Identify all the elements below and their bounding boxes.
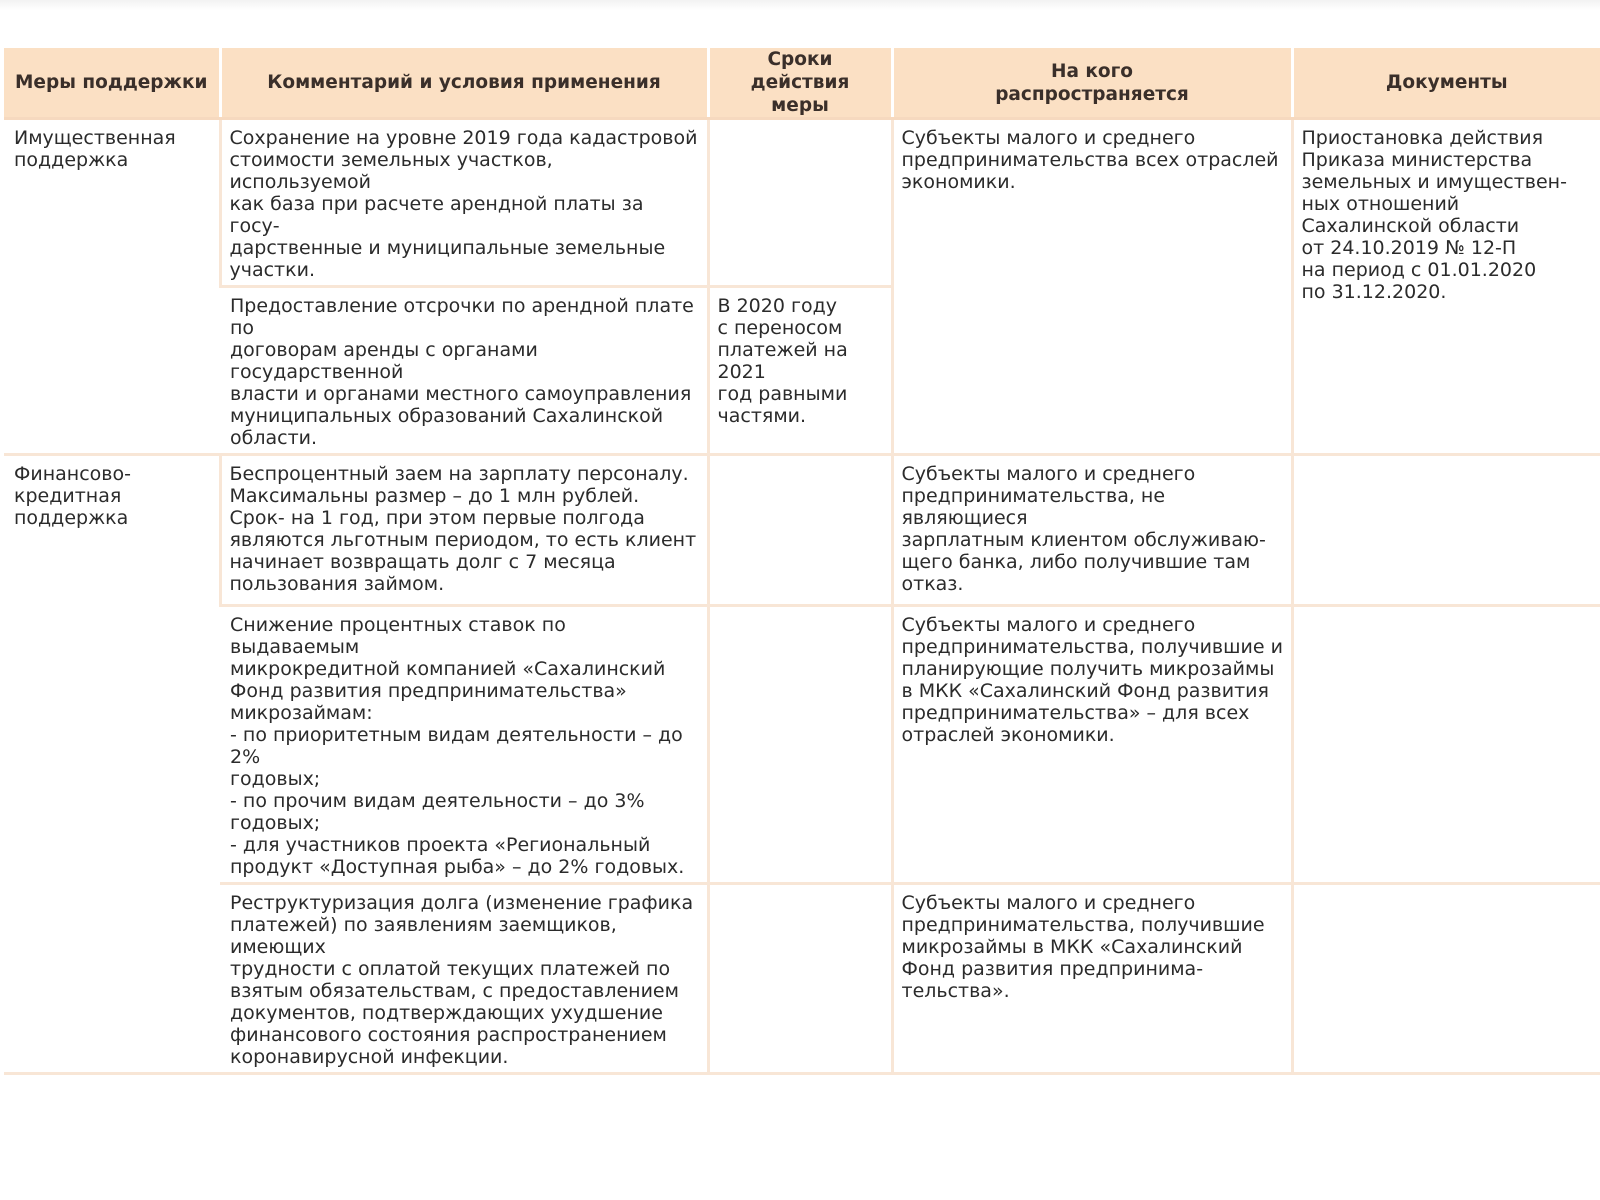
group-finance-support: Финансово- кредитная поддержка	[4, 455, 220, 1074]
row5-whom: Субъекты малого и среднего предпринимательства, получившие микрозаймы в МКК «Сахалинский Фонд развития предпринима- тельства».	[892, 884, 1292, 1074]
row3-comment: Беспроцентный заем на зарплату персоналу. Максимальны размер – до 1 млн рублей. Срок- на 1 год, при этом первые полгода являются льготным периодом, то есть клиент начинает возвращать долг с 7 месяца пользования займом.	[220, 455, 708, 606]
header-measures: Меры поддержки	[4, 48, 220, 119]
row5-terms	[708, 884, 892, 1074]
row4-whom: Субъекты малого и среднего предпринимательства, получившие и планирующие получить микрозаймы в МКК «Сахалинский Фонд развития предпринимательства» – для всех отраслей экономики.	[892, 606, 1292, 884]
row3-whom: Субъекты малого и среднего предпринимательства, не являющиеся зарплатным клиентом обслуживаю- щего банка, либо получившие там отказ.	[892, 455, 1292, 606]
row3-documents	[1292, 455, 1600, 606]
row4-documents	[1292, 606, 1600, 884]
support-measures-table	[4, 48, 1600, 1075]
group-property-support: Имущественная поддержка	[4, 119, 220, 455]
row1-terms	[708, 119, 892, 287]
row5-comment: Реструктуризация долга (изменение графика платежей) по заявлениям заемщиков, имеющих трудности с оплатой текущих платежей по взятым обязательствам, с предоставлением документов, подтверждающих ухудшение финансового состояния распространением коронавирусной инфекции.	[220, 884, 708, 1074]
row1-whom: Субъекты малого и среднего предпринимательства всех отраслей экономики.	[892, 119, 1292, 455]
header-comment: Комментарий и условия применения	[220, 48, 708, 119]
table-body	[4, 119, 1600, 1074]
row2-terms: В 2020 году с переносом платежей на 2021 год равными частями.	[708, 287, 892, 455]
row2-comment: Предоставление отсрочки по арендной плате по договорам аренды с органами государственной власти и органами местного самоуправления муниципальных образований Сахалинской области.	[220, 287, 708, 455]
row4-comment: Снижение процентных ставок по выдаваемым микрокредитной компанией «Сахалинский Фонд развития предпринимательства» микрозаймам: - по приоритетным видам деятельности – до 2% годовых; - по прочим видам деятельности – до 3% годовых; - для участников проекта «Региональный продукт «Доступная рыба» – до 2% годовых.	[220, 606, 708, 884]
header-row	[4, 48, 1600, 119]
row1-comment: Сохранение на уровне 2019 года кадастровой стоимости земельных участков, используемой как база при расчете арендной платы за госу- дарственные и муниципальные земельные участки.	[220, 119, 708, 287]
row1-documents: Приостановка действия Приказа министерства земельных и имуществен- ных отношений Сахалинской области от 24.10.2019 № 12-П на период с 01.01.2020 по 31.12.2020.	[1292, 119, 1600, 455]
table-row	[4, 884, 1600, 1074]
row5-documents	[1292, 884, 1600, 1074]
header-documents: Документы	[1292, 48, 1600, 119]
row3-terms	[708, 455, 892, 606]
table-header	[4, 48, 1600, 119]
header-terms: Сроки действия меры	[708, 48, 892, 119]
row4-terms	[708, 606, 892, 884]
header-whom: На кого распространяется	[892, 48, 1292, 119]
table-row	[4, 455, 1600, 606]
table-row	[4, 119, 1600, 287]
page-top-edge	[0, 0, 1600, 10]
table-row	[4, 606, 1600, 884]
